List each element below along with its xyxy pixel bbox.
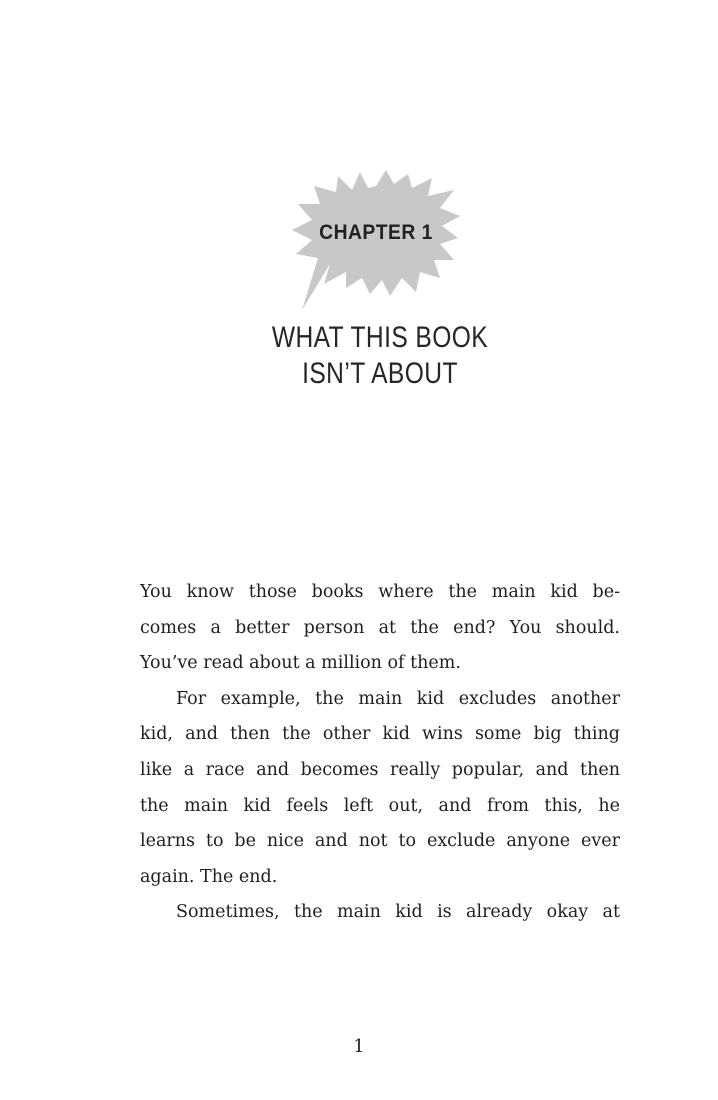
body-text [140,575,620,931]
text-line: You know those books where the main kid be- [140,582,620,602]
chapter-title-line-2: ISN’T ABOUT [302,357,458,390]
text-line: kid, and then the other kid wins some big thing [140,724,620,745]
text-line: Sometimes, the main kid is already okay at [176,902,620,923]
text-line: You’ve read about a million of them. [140,653,461,674]
text-line: comes a better person at the end? You should. [140,617,620,638]
chapter-title-line-1: WHAT THIS BOOK [271,321,489,354]
text-line: For example, the main kid excludes another [176,688,620,709]
text-line: the main kid feels left out, and from this, he [140,795,620,816]
text-line: again. The end. [140,866,278,887]
text-line: like a race and becomes really popular, and then [140,759,620,780]
page-number: 1 [353,1036,365,1057]
chapter-title [232,320,527,392]
chapter-label: CHAPTER 1 [319,221,433,244]
chapter-burst [290,168,462,316]
text-line: learns to be nice and not to exclude anyone ever [140,831,620,852]
